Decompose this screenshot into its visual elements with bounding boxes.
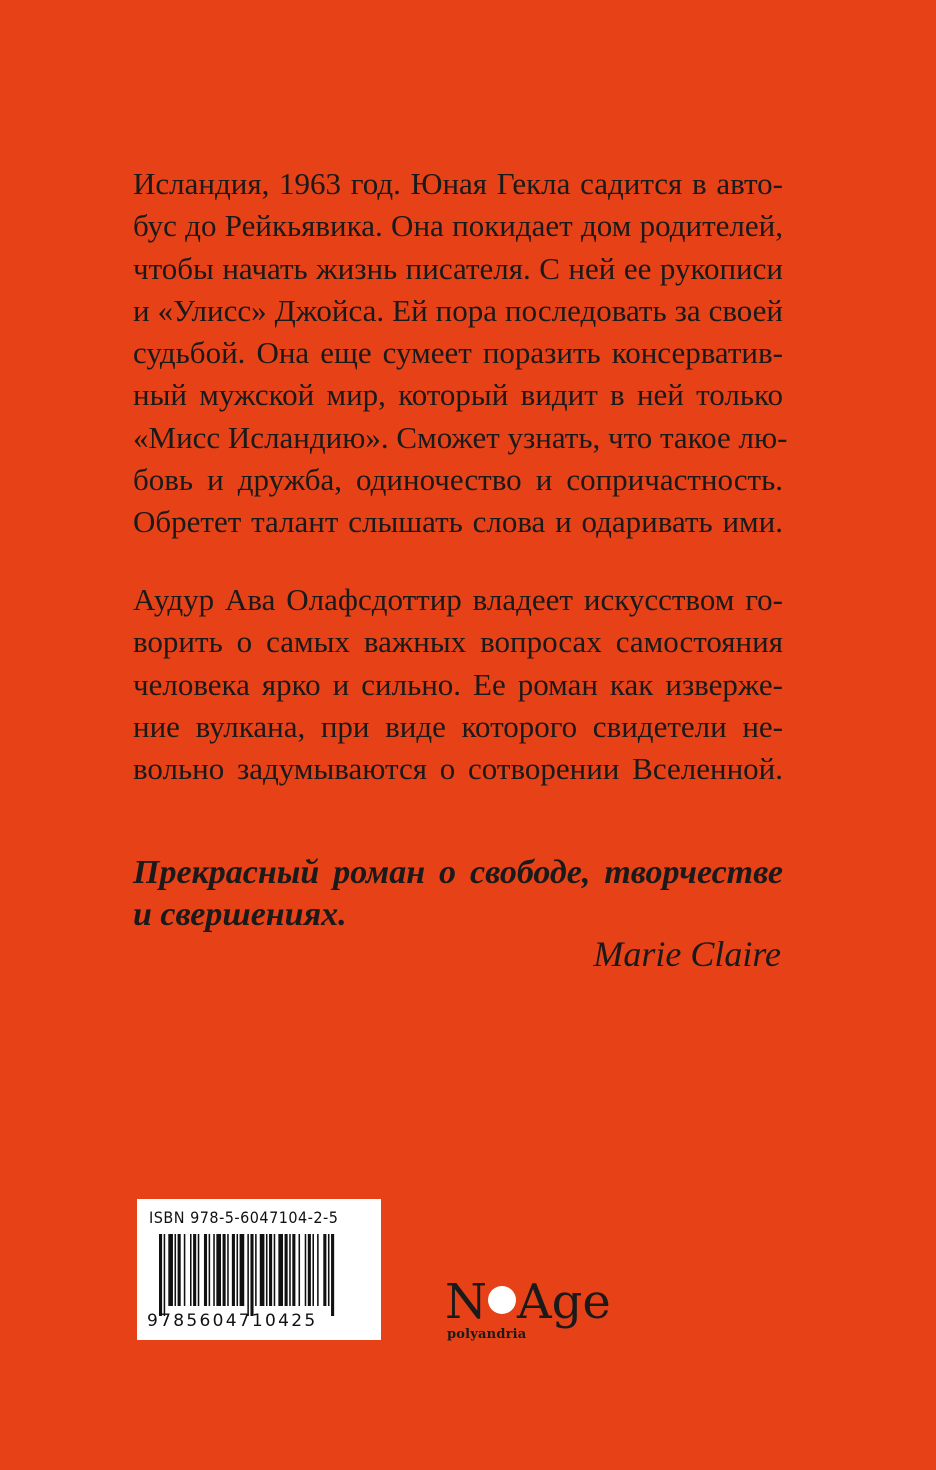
blurb-line: судьбой. Она еще сумеет поразить консерватив- bbox=[133, 335, 783, 371]
blurb-line: ворить о самых важных вопросах самостояния bbox=[133, 624, 783, 660]
quote-line: Прекрасный роман о свободе, творчестве bbox=[133, 854, 783, 891]
blurb-line: «Мисс Исландию». Сможет узнать, что такое лю- bbox=[133, 419, 788, 455]
publisher-imprint: polyandria bbox=[447, 1327, 527, 1342]
blurb-paragraph-2 bbox=[133, 579, 783, 790]
blurb-line: и «Улисс» Джойса. Ей пора последовать за своей bbox=[133, 292, 783, 328]
blurb-line: вольно задумываются о сотворении Вселенной. bbox=[133, 751, 783, 787]
blurb-line: чтобы начать жизнь писателя. С ней ее рукописи bbox=[133, 250, 783, 286]
blurb-line: бовь и дружба, одиночество и сопричастность. bbox=[133, 462, 783, 498]
blurb-line: Исландия, 1963 год. Юная Гекла садится в авто- bbox=[133, 166, 783, 201]
blurb-line: человека ярко и сильно. Ее роман как изверже- bbox=[133, 666, 783, 702]
blurb-line: ние вулкана, при виде которого свидетели не- bbox=[133, 708, 783, 744]
logo-dot-icon bbox=[488, 1286, 516, 1314]
publisher-logo bbox=[445, 1274, 611, 1330]
blurb-paragraph-1 bbox=[133, 163, 788, 544]
isbn-number: ISBN 978-5-6047104-2-5 bbox=[149, 1208, 339, 1227]
quote-source: Marie Claire bbox=[593, 934, 781, 974]
isbn-barcode bbox=[137, 1199, 381, 1340]
review-quote bbox=[133, 852, 783, 936]
quote-line: и свершениях. bbox=[133, 896, 347, 933]
blurb-line: Аудур Ава Олафсдоттир владеет искусством го- bbox=[133, 582, 783, 617]
logo-letter-n: N bbox=[445, 1274, 487, 1330]
blurb-line: бус до Рейкьявика. Она покидает дом родителей, bbox=[133, 208, 783, 244]
logo-word-age: Age bbox=[517, 1274, 611, 1330]
blurb-line: Обретет талант слышать слова и одаривать ими. bbox=[133, 504, 783, 540]
blurb-line: ный мужской мир, который видит в ней только bbox=[133, 377, 783, 413]
ean-digits: 9785604710425 bbox=[147, 1311, 318, 1331]
